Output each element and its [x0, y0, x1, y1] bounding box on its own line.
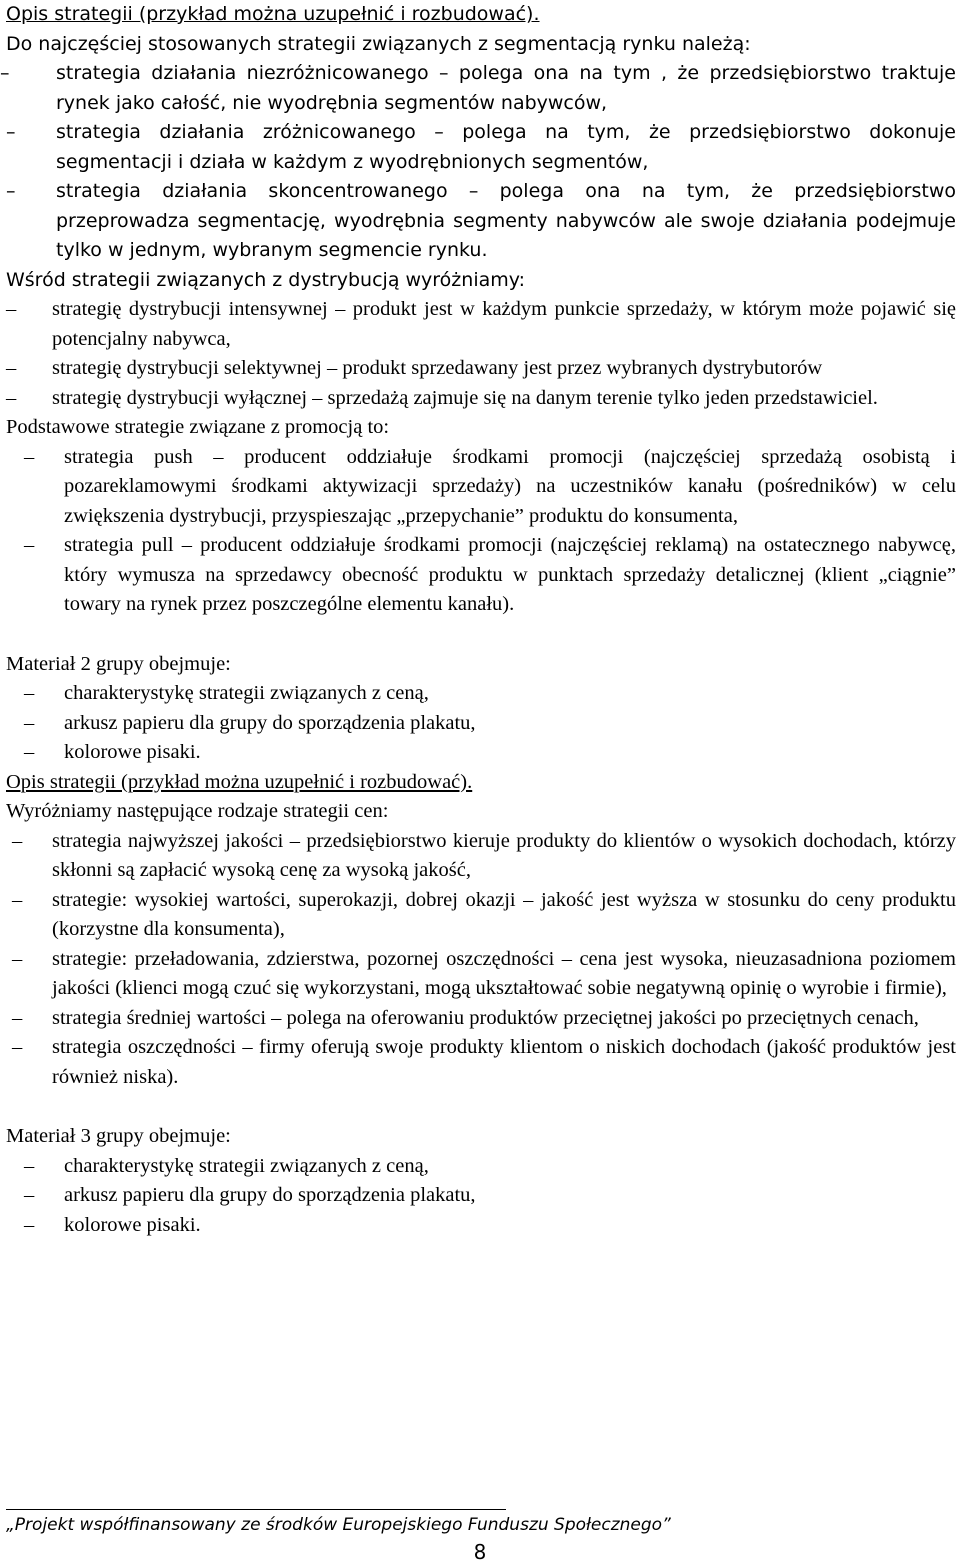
dash-bullet: – — [24, 445, 35, 468]
list-item-text: kolorowe pisaki. — [64, 741, 201, 763]
section-heading: Opis strategii (przykład można uzupełnić i rozbudować). — [6, 770, 473, 793]
list-item — [6, 709, 956, 739]
list-item-text: strategia działania zróżnicowanego – polega na tym, że przedsiębiorstwo dokonuje segmentacji i działa w każdym z wyodrębnionych segmentów, — [56, 121, 956, 173]
material-3-list — [6, 1152, 956, 1241]
distribution-list — [6, 295, 956, 413]
list-item — [6, 1211, 956, 1241]
list-item-text: strategia średniej wartości – polega na oferowaniu produktów przeciętnej jakości po przeciętnych cenach, — [52, 1006, 919, 1029]
list-item-text: strategię dystrybucji selektywnej – produkt sprzedawany jest przez wybranych dystrybutorów — [52, 357, 823, 379]
list-item — [6, 177, 956, 266]
segmentation-intro: Do najczęściej stosowanych strategii związanych z segmentacją rynku należą: — [6, 32, 751, 55]
dash-bullet: – — [0, 62, 10, 84]
dash-bullet: – — [6, 298, 17, 320]
dash-bullet: – — [12, 829, 23, 852]
list-item — [6, 1152, 956, 1182]
dash-bullet: – — [12, 1006, 23, 1029]
dash-bullet: – — [6, 357, 17, 379]
promotion-intro: Podstawowe strategie związane z promocją to: — [6, 416, 390, 438]
list-item-text: kolorowe pisaki. — [64, 1213, 201, 1236]
list-item — [6, 531, 956, 620]
list-item — [6, 295, 956, 354]
material-3-title: Materiał 3 grupy obejmuje: — [6, 1125, 231, 1147]
list-item — [6, 443, 956, 532]
footer-divider — [6, 1509, 506, 1510]
dash-bullet: – — [6, 180, 16, 202]
material-2-list — [6, 679, 956, 768]
list-item — [6, 886, 956, 945]
dash-bullet: – — [24, 1213, 35, 1236]
list-item-text: charakterystykę strategii związanych z ceną, — [64, 682, 429, 704]
list-item-text: strategię dystrybucji wyłącznej – sprzedażą zajmuje się na danym terenie tylko jeden przedstawiciel. — [52, 386, 878, 409]
list-item — [6, 679, 956, 709]
list-item — [6, 118, 956, 177]
list-item — [6, 384, 956, 414]
segmentation-list — [0, 59, 956, 266]
dash-bullet: – — [24, 534, 35, 556]
list-item — [6, 827, 956, 886]
list-item-text: strategia działania niezróżnicowanego – polega ona na tym , że przedsiębiorstwo traktuje rynek jako całość, nie wyodrębnia segmentów nabywców, — [56, 62, 956, 114]
list-item-text: arkusz papieru dla grupy do sporządzenia plakatu, — [64, 1184, 476, 1206]
list-item — [6, 1004, 956, 1034]
list-item-text: strategia oszczędności – firmy oferują swoje produkty klientom o niskich dochodach (jakość produktów jest również niska). — [52, 1036, 956, 1088]
dash-bullet: – — [24, 1154, 35, 1177]
price-strategies-list — [6, 827, 956, 1093]
dash-bullet: – — [12, 1036, 23, 1058]
footer-text: „Projekt współfinansowany ze środków Europejskiego Funduszu Społecznego” — [6, 1515, 671, 1535]
list-item — [6, 354, 956, 384]
list-item — [6, 945, 956, 1004]
list-item — [0, 59, 956, 118]
list-item — [6, 1181, 956, 1211]
dash-bullet: – — [6, 121, 16, 143]
list-item-text: strategia pull – producent oddziałuje środkami promocji (najczęściej reklamą) na ostatecznego nabywcę, który wymusza na sprzedawcy obecność produktu w punktach sprzedaży detalicznej (klient „ciągnie” towary na rynek przez poszczególne elementu kanału). — [64, 534, 956, 615]
distribution-intro: Wśród strategii związanych z dystrybucją wyróżniamy: — [6, 268, 526, 291]
dash-bullet: – — [12, 888, 23, 911]
list-item-text: arkusz papieru dla grupy do sporządzenia plakatu, — [64, 711, 476, 734]
dash-bullet: – — [24, 711, 35, 734]
promotion-list — [6, 443, 956, 620]
section-heading: Opis strategii (przykład można uzupełnić i rozbudować). — [6, 3, 540, 25]
dash-bullet: – — [24, 741, 35, 763]
page-number: 8 — [473, 1540, 487, 1564]
price-intro: Wyróżniamy następujące rodzaje strategii cen: — [6, 800, 389, 822]
material-2-title: Materiał 2 grupy obejmuje: — [6, 652, 231, 675]
dash-bullet: – — [24, 682, 35, 704]
dash-bullet: – — [6, 386, 17, 409]
dash-bullet: – — [24, 1184, 35, 1206]
dash-bullet: – — [12, 947, 23, 970]
list-item — [6, 738, 956, 768]
list-item-text: strategia push – producent oddziałuje środkami promocji (najczęściej sprzedażą osobistą i pozareklamowymi środkami aktywizacji sprzedaży) na uczestników kanału (pośredników) w celu zwiększenia dystrybucji, przyspieszając „przepychanie” produktu do konsumenta, — [64, 445, 956, 527]
list-item-text: strategia najwyższej jakości – przedsiębiorstwo kieruje produkty do klientów o wysokich dochodach, którzy skłonni są zapłacić wysoką cenę za wysoką jakość, — [52, 829, 956, 881]
list-item-text: strategia działania skoncentrowanego – polega ona na tym, że przedsiębiorstwo przeprowadza segmentację, wyodrębnia segmenty nabywców ale swoje działania podejmuje tylko w jednym, wybranym segmencie rynku. — [56, 180, 956, 261]
list-item-text: strategie: przeładowania, zdzierstwa, pozornej oszczędności – cena jest wysoka, nieuzasadniona poziomem jakości (klienci mogą czuć się wykorzystani, mogą ukształtować sobie negatywną opinię o wyrobie i firmie), — [52, 947, 956, 999]
list-item-text: strategię dystrybucji intensywnej – produkt jest w każdym punkcie sprzedaży, w którym może pojawić się potencjalny nabywca, — [52, 298, 956, 350]
list-item-text: strategie: wysokiej wartości, superokazji, dobrej okazji – jakość jest wyższa w stosunku do ceny produktu (korzystne dla konsumenta), — [52, 888, 956, 940]
list-item — [6, 1033, 956, 1092]
list-item-text: charakterystykę strategii związanych z ceną, — [64, 1154, 429, 1177]
